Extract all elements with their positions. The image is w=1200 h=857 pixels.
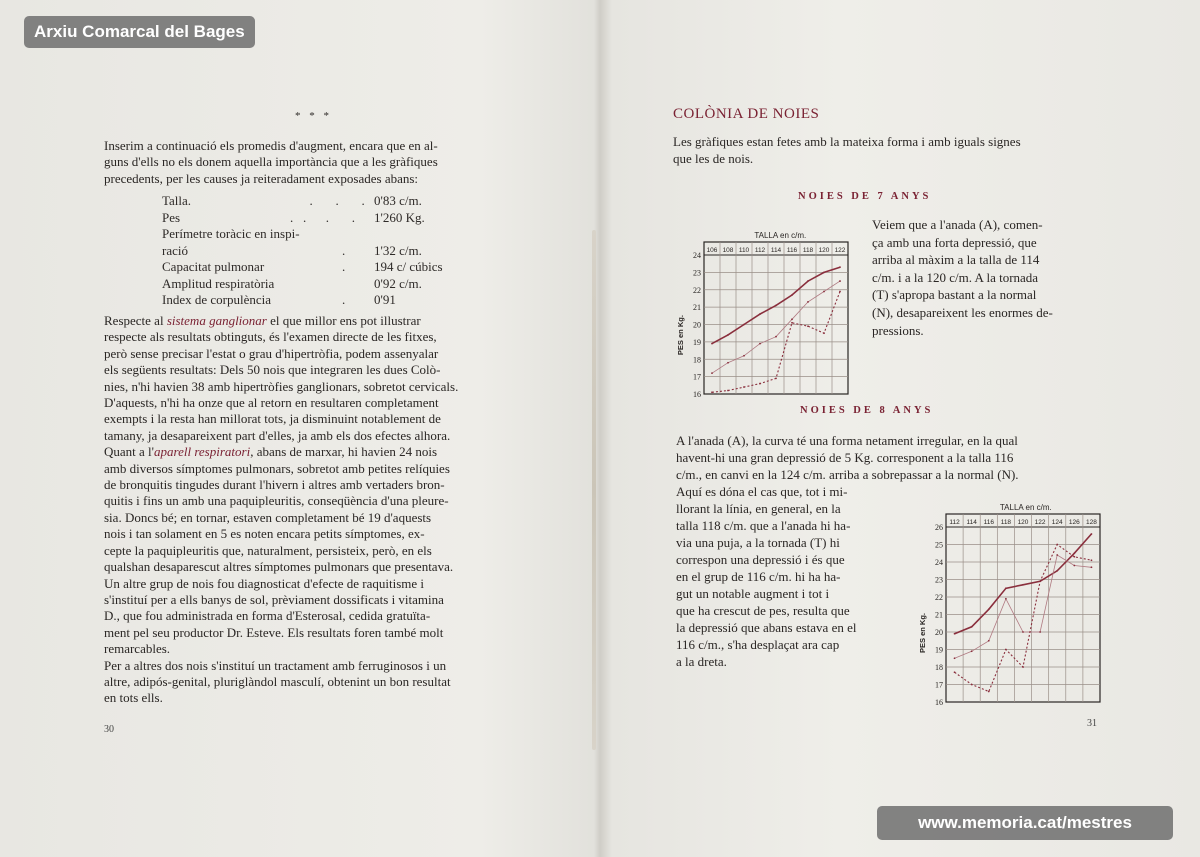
chart-point-N bbox=[775, 304, 777, 306]
text-line: D., que fou administrada en forma d'Esterosal, cedida gratuïta- bbox=[104, 608, 431, 624]
text-line: llorant la línia, en general, en la bbox=[676, 501, 841, 516]
leader-dots: . . . bbox=[290, 193, 365, 208]
chart-point-N bbox=[823, 271, 825, 273]
text-line: via una puja, a la tornada (T) hi bbox=[676, 535, 840, 550]
chart-series-T bbox=[955, 555, 1092, 658]
chart-y-tick-label: 19 bbox=[693, 337, 701, 347]
chart-point-T bbox=[711, 372, 713, 374]
chart-x-tick-label: 114 bbox=[966, 519, 977, 526]
stat-value: 0'92 c/m. bbox=[374, 275, 422, 291]
text-line: gut un notable augment i tot i bbox=[676, 586, 830, 601]
text-line bbox=[104, 313, 516, 329]
chart-y-tick-label: 22 bbox=[693, 285, 701, 295]
intro-paragraph bbox=[104, 138, 516, 187]
chart-point-A bbox=[823, 332, 825, 334]
chart-point-A bbox=[988, 691, 990, 693]
chart-point-A bbox=[1005, 649, 1007, 651]
section-heading-7: NOIES DE 7 ANYS bbox=[798, 191, 932, 202]
chart-y-axis-label: PES en Kg. bbox=[676, 315, 685, 356]
chart-point-A bbox=[1073, 556, 1075, 558]
chart-y-tick-label: 17 bbox=[935, 680, 943, 690]
text-line: (N), desapareixent les enormes de- bbox=[872, 304, 1053, 320]
section2-paragraph-full bbox=[676, 432, 1094, 483]
text-line bbox=[104, 444, 516, 460]
text-line: els següents resultats: Dels 50 nois que integraren les dues Colò- bbox=[104, 362, 441, 378]
text-line: talla 118 c/m. que a l'anada hi ha- bbox=[676, 518, 851, 533]
text-line: nois i tan solament en 5 es noten encara petits símptomes, ex- bbox=[104, 526, 425, 542]
chart-point-T bbox=[1005, 598, 1007, 600]
text-line: que ha crescut de pes, resulta que bbox=[676, 603, 850, 618]
text-line: cepte la paquipleuritis que, naturalment, persisteix, però, en els bbox=[104, 542, 432, 558]
ganglionar-paragraph bbox=[104, 313, 516, 707]
chart-point-A bbox=[775, 377, 777, 379]
page-title: COLÒNIA DE NOIES bbox=[673, 106, 820, 122]
text-fragment: Quant a l' bbox=[104, 444, 154, 460]
chart-y-tick-label: 16 bbox=[935, 698, 943, 707]
chart-point-N bbox=[743, 324, 745, 326]
chart-point-T bbox=[954, 657, 956, 659]
text-line: remarcables. bbox=[104, 641, 171, 657]
text-line: arriba al màxim a la talla de 114 bbox=[872, 252, 1040, 268]
text-line: havent-hi una gran depressió de 5 Kg. corresponent a la talla 116 bbox=[676, 450, 1014, 465]
chart-x-tick-label: 110 bbox=[738, 247, 750, 254]
chart-point-A bbox=[791, 322, 793, 324]
chart-point-A bbox=[954, 671, 956, 673]
chart-point-T bbox=[1091, 566, 1093, 568]
leader-dots: . bbox=[290, 242, 346, 258]
chart-x-tick-label: 120 bbox=[1017, 519, 1029, 526]
text-line: ça amb una forta depressió, que bbox=[872, 234, 1037, 250]
text-line: en el grup de 116 c/m. hi ha ha- bbox=[676, 569, 841, 584]
chart-point-T bbox=[971, 650, 973, 652]
chart-x-tick-label: 118 bbox=[1000, 519, 1012, 526]
chart-point-A bbox=[743, 386, 745, 388]
text-line: s'instituí per a ells banys de sol, prèviament dossificats i vitamina bbox=[104, 591, 444, 607]
stat-label: Talla. bbox=[162, 193, 192, 208]
chart-point-N bbox=[839, 266, 841, 268]
chart-x-tick-label: 114 bbox=[770, 247, 782, 254]
chart-y-tick-label: 24 bbox=[935, 558, 943, 567]
leader-dots: . . . . bbox=[290, 209, 355, 225]
chart-point-N bbox=[711, 343, 713, 345]
text-line: (T) s'apropa bastant a la normal bbox=[872, 287, 1037, 303]
text-line: ment pel seu productor Dr. Esteve. Els resultats foren també molt bbox=[104, 624, 444, 640]
page-number-right: 31 bbox=[1087, 718, 1097, 729]
chart-point-T bbox=[1073, 565, 1075, 567]
stat-value: 1'32 c/m. bbox=[374, 242, 422, 258]
chart-point-N bbox=[1056, 570, 1058, 572]
chart-point-N bbox=[759, 313, 761, 315]
chart-frame bbox=[704, 242, 848, 394]
chart-point-T bbox=[727, 362, 729, 364]
chart-x-tick-label: 116 bbox=[786, 247, 798, 254]
chart-x-tick-label: 122 bbox=[1034, 519, 1046, 526]
chart-point-N bbox=[988, 608, 990, 610]
archive-watermark: Arxiu Comarcal del Bages bbox=[24, 16, 255, 48]
chart-point-T bbox=[823, 291, 825, 293]
text-line: en tots ells. bbox=[104, 690, 163, 706]
stat-value: 1'260 Kg. bbox=[374, 209, 425, 225]
chart-title: TALLA en c/m. bbox=[999, 503, 1052, 512]
chart-y-tick-label: 25 bbox=[935, 540, 943, 550]
chart-x-tick-label: 112 bbox=[754, 247, 766, 254]
text-fragment: el que millor ens pot illustrar bbox=[266, 313, 421, 328]
text-line: qualshan desaparescut altres símptomes pulmonars que presentava. bbox=[104, 559, 454, 575]
text-line: A l'anada (A), la curva té una forma netament irregular, en la qual bbox=[676, 433, 1018, 448]
text-line: amb diversos símptomes pulmonars, sobretot amb petites relíquies bbox=[104, 460, 450, 476]
chart-point-A bbox=[971, 684, 973, 686]
text-line: Les gràfiques estan fetes amb la mateixa forma i amb iguals signes bbox=[673, 134, 1021, 149]
leader-dots: . bbox=[290, 259, 346, 274]
chart-point-T bbox=[1022, 631, 1024, 633]
chart-point-T bbox=[807, 301, 809, 303]
stat-label: ració bbox=[162, 242, 188, 258]
chart-y-tick-label: 24 bbox=[693, 251, 701, 260]
chart-point-A bbox=[727, 390, 729, 392]
chart-y-tick-label: 23 bbox=[935, 575, 943, 585]
text-line: precedents, per les causes ja reiteradament exposades abans: bbox=[104, 170, 419, 186]
chart-y-tick-label: 19 bbox=[935, 645, 943, 655]
stat-value: 194 c/ cúbics bbox=[374, 259, 443, 274]
text-line: Inserim a continuació els promedis d'augment, encara que en al- bbox=[104, 138, 438, 153]
stat-value: 0'91 bbox=[374, 292, 396, 307]
text-line: pressions. bbox=[872, 322, 924, 338]
chart-point-A bbox=[807, 325, 809, 327]
section2-paragraph-narrow bbox=[676, 483, 894, 670]
chart-point-T bbox=[1056, 554, 1058, 556]
chart-y-tick-label: 17 bbox=[693, 372, 701, 382]
text-line: Veiem que a l'anada (A), comen- bbox=[872, 217, 1043, 232]
chart-x-tick-label: 124 bbox=[1051, 519, 1063, 526]
chart-y-tick-label: 20 bbox=[693, 320, 701, 330]
text-fragment: , abans de marxar, hi havien 24 nois bbox=[250, 444, 438, 460]
chart-x-tick-label: 106 bbox=[706, 247, 718, 254]
text-line: Aquí es dóna el cas que, tot i mi- bbox=[676, 484, 848, 499]
chart-noies-8-anys bbox=[906, 496, 1106, 708]
text-line: respecte als resultats obtinguts, és l'examen directe de les fitxes, bbox=[104, 329, 437, 345]
chart-point-T bbox=[791, 318, 793, 320]
text-line: altre, adipós-genital, pluriglàndol masculí, obtenint un bon resultat bbox=[104, 673, 451, 689]
text-line: de bronquitis tingudes durant l'hivern i altres amb vertaders bron- bbox=[104, 477, 445, 493]
chart-point-N bbox=[954, 633, 956, 635]
chart-y-tick-label: 22 bbox=[935, 593, 943, 602]
section-separator: * * * bbox=[295, 110, 332, 122]
text-line: c/m. i a la 120 c/m. A la tornada bbox=[872, 269, 1039, 285]
chart-point-N bbox=[727, 334, 729, 336]
chart-point-N bbox=[791, 294, 793, 296]
intro-paragraph-right bbox=[673, 133, 1093, 167]
chart-point-A bbox=[711, 391, 713, 393]
chart-point-A bbox=[1091, 559, 1093, 561]
text-line: D'aquests, n'hi ha onze que al retorn en resultaren completament bbox=[104, 395, 439, 411]
emphasis-term: aparell respiratori bbox=[154, 444, 251, 460]
text-line: però sense precisar l'estat o grau d'hipertròfia, podem assenyalar bbox=[104, 345, 439, 361]
chart-x-tick-label: 108 bbox=[722, 247, 734, 254]
section1-paragraph bbox=[872, 216, 1090, 339]
text-line: c/m., en canvi en la 124 c/m. arriba a sobrepassar a la normal (N). bbox=[676, 467, 1019, 482]
chart-y-tick-label: 23 bbox=[693, 268, 701, 278]
text-line: quitis i fins un amb una paquipleuritis, conseqüència d'una pleure- bbox=[104, 493, 449, 509]
chart-y-tick-label: 26 bbox=[935, 523, 943, 532]
stat-label: Perímetre toràcic en inspi- bbox=[162, 226, 300, 241]
chart-point-N bbox=[1091, 533, 1093, 535]
chart-y-tick-label: 18 bbox=[693, 355, 701, 365]
text-line: que les de nois. bbox=[673, 151, 754, 166]
page-number-left: 30 bbox=[104, 724, 114, 735]
website-watermark: www.memoria.cat/mestres bbox=[877, 806, 1173, 840]
chart-point-A bbox=[1056, 544, 1058, 546]
section-heading-8: NOIES DE 8 ANYS bbox=[800, 405, 934, 416]
chart-x-tick-label: 116 bbox=[983, 519, 994, 526]
text-line: tamany, ja desapareixent part d'elles, ja amb els dos efectes alhora. bbox=[104, 427, 451, 443]
chart-x-tick-label: 128 bbox=[1086, 519, 1097, 526]
text-line: guns d'ells no els donem aquella importància que a les gràfiques bbox=[104, 154, 438, 170]
chart-point-N bbox=[1022, 584, 1024, 586]
text-line: correspon una depressió i és que bbox=[676, 552, 845, 567]
chart-point-N bbox=[1073, 552, 1075, 554]
chart-point-T bbox=[988, 640, 990, 642]
chart-y-tick-label: 16 bbox=[693, 390, 701, 399]
chart-y-tick-label: 21 bbox=[693, 303, 701, 313]
stat-label: Index de corpulència bbox=[162, 292, 272, 307]
chart-series-A bbox=[955, 545, 1092, 692]
chart-point-N bbox=[807, 280, 809, 282]
chart-x-tick-label: 126 bbox=[1068, 519, 1080, 526]
chart-point-T bbox=[775, 336, 777, 338]
chart-point-T bbox=[1039, 631, 1041, 633]
text-line: sia. Doncs bé; en tornar, estaven completament bé 19 d'aquests bbox=[104, 509, 432, 525]
chart-y-tick-label: 20 bbox=[935, 628, 943, 637]
stat-label: Capacitat pulmonar bbox=[162, 259, 265, 274]
stat-label: Pes bbox=[162, 209, 181, 225]
chart-x-tick-label: 122 bbox=[834, 247, 846, 254]
chart-title: TALLA en c/m. bbox=[754, 231, 807, 240]
text-line: Per a altres dos nois s'instituí un tractament amb ferruginosos i un bbox=[104, 657, 447, 673]
emphasis-term: sistema ganglionar bbox=[166, 313, 267, 328]
chart-y-tick-label: 21 bbox=[935, 610, 943, 620]
chart-point-N bbox=[1005, 587, 1007, 589]
chart-x-tick-label: 118 bbox=[802, 247, 814, 254]
stat-value: 0'83 c/m. bbox=[374, 193, 422, 208]
chart-point-A bbox=[1022, 666, 1024, 668]
text-fragment: Respecte al bbox=[104, 313, 167, 328]
chart-x-tick-label: 120 bbox=[818, 247, 830, 254]
chart-point-A bbox=[759, 383, 761, 385]
chart-point-A bbox=[1039, 580, 1041, 582]
text-line: nies, n'hi havien 38 amb hipertròfies ganglionars, sobretot cervicals. bbox=[104, 378, 459, 394]
book-gutter bbox=[592, 230, 596, 750]
leader-dots: . bbox=[290, 292, 346, 307]
chart-frame bbox=[946, 514, 1100, 702]
chart-x-tick-label: 112 bbox=[949, 519, 960, 526]
text-line: Un altre grup de nois fou diagnosticat d'efecte de raquitisme i bbox=[104, 575, 425, 591]
chart-point-T bbox=[743, 355, 745, 357]
chart-y-tick-label: 18 bbox=[935, 663, 943, 672]
text-line: a la dreta. bbox=[676, 654, 727, 669]
text-line: 116 c/m., s'ha desplaçat ara cap bbox=[676, 637, 840, 652]
chart-point-N bbox=[971, 626, 973, 628]
chart-point-T bbox=[759, 343, 761, 345]
text-line: la depressió que abans estava en el bbox=[676, 620, 857, 635]
stat-label: Amplitud respiratòria bbox=[162, 275, 275, 291]
chart-y-axis-label: PES en Kg. bbox=[918, 612, 927, 653]
chart-point-T bbox=[839, 280, 841, 282]
text-line: exempts i la resta han millorat tots, ja disminuint notablement de bbox=[104, 411, 441, 427]
chart-noies-7-anys bbox=[664, 224, 854, 400]
chart-point-A bbox=[839, 291, 841, 293]
